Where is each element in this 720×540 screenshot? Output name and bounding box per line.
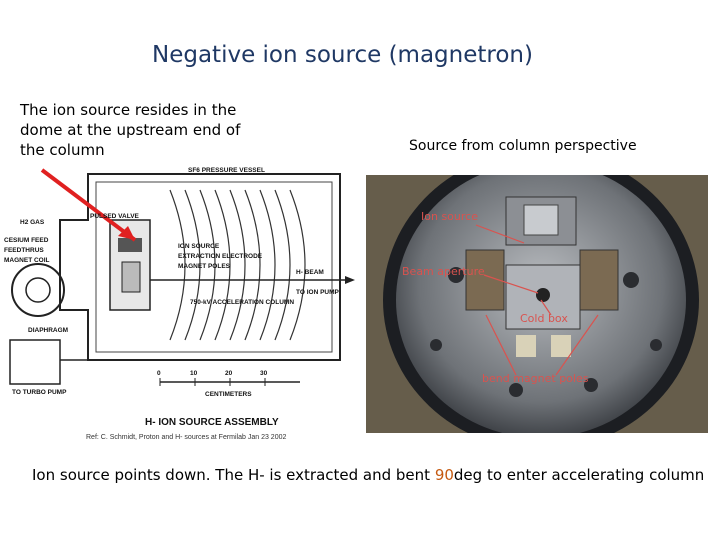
label-cesium: CESIUM FEED xyxy=(4,237,49,244)
source-photo xyxy=(366,175,708,433)
label-h2gas: H2 GAS xyxy=(20,219,45,226)
ion-source-assembly-diagram xyxy=(0,160,368,436)
label-to-ion-pump: TO ION PUMP xyxy=(296,289,339,296)
photo-label-bend-magnet: bend magnet poles xyxy=(482,372,589,385)
photo-label-ion-source: Ion source xyxy=(421,210,478,223)
scale-tick-30: 30 xyxy=(260,370,268,377)
bottom-caption-before: Ion source points down. The H- is extracted and bent xyxy=(32,466,435,484)
label-pulsed-valve: PULSED VALVE xyxy=(90,213,139,220)
scale-tick-10: 10 xyxy=(190,370,198,377)
label-accel-column: 750-kV ACCELERATION COLUMN xyxy=(190,299,295,306)
diagram-description: The ion source resides in the dome at the upstream end of the column xyxy=(20,101,241,159)
scale-tick-20: 20 xyxy=(225,370,233,377)
bottom-caption xyxy=(32,466,704,484)
label-diaphragm: DIAPHRAGM xyxy=(28,327,69,334)
photo-label-cold-box: Cold box xyxy=(520,312,568,325)
label-magnet-coil: MAGNET COIL xyxy=(4,257,50,264)
photo-caption: Source from column perspective xyxy=(409,138,637,154)
reference-note: Ref: C. Schmidt, Proton and H- sources at Fermilab Jan 23 2002 xyxy=(86,434,287,441)
label-extraction: EXTRACTION ELECTRODE xyxy=(178,253,263,260)
label-magnet-poles: MAGNET POLES xyxy=(178,263,231,270)
label-turbo: TO TURBO PUMP xyxy=(12,389,67,396)
label-centimeters: CENTIMETERS xyxy=(205,391,252,398)
label-ion-source: ION SOURCE xyxy=(178,243,220,250)
label-hbeam: H- BEAM xyxy=(296,269,324,276)
scale-tick-0: 0 xyxy=(157,370,161,377)
bottom-caption-after: deg to enter accelerating column xyxy=(453,466,705,484)
label-sf6: SF6 PRESSURE VESSEL xyxy=(188,167,265,174)
slide-title: Negative ion source (magnetron) xyxy=(152,42,533,68)
label-feedthrus: FEEDTHRUS xyxy=(4,247,44,254)
label-assembly: H- ION SOURCE ASSEMBLY xyxy=(145,417,279,428)
photo-label-beam-aperture: Beam aperture xyxy=(402,265,485,278)
bottom-caption-highlight: 90 xyxy=(434,466,454,484)
